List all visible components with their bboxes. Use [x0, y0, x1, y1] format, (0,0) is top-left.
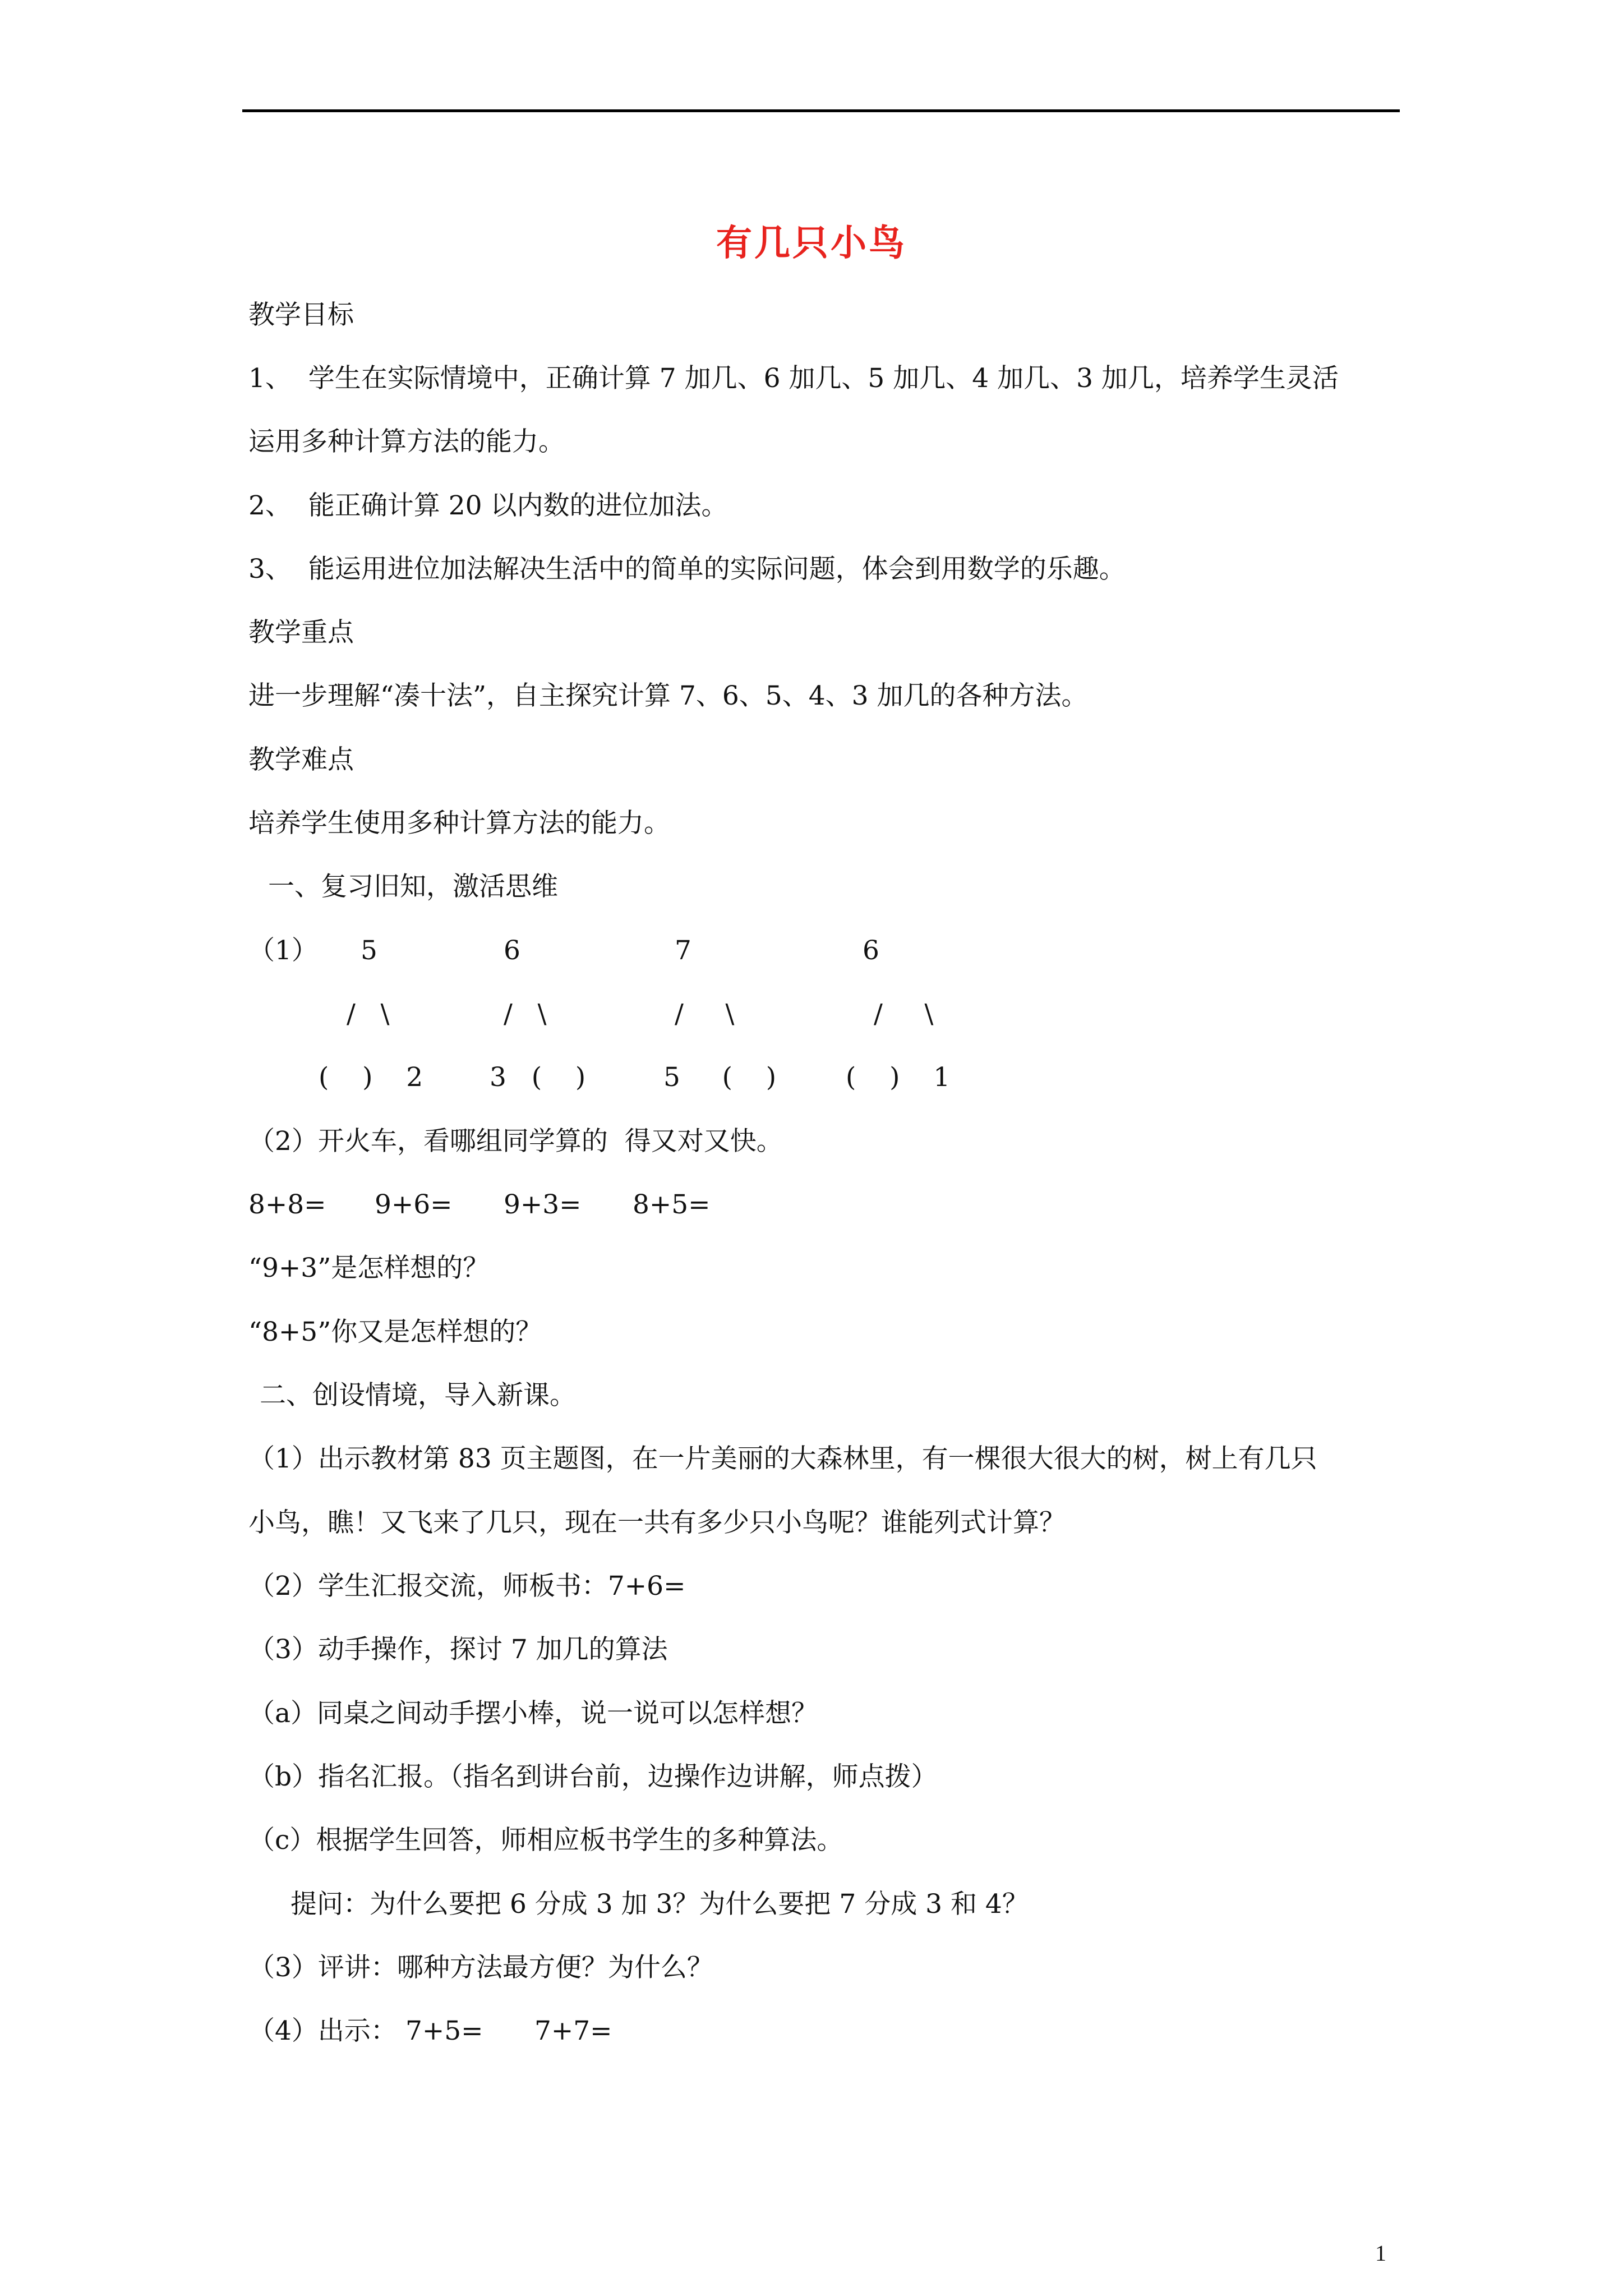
decomposition-top-number: 6 [504, 935, 520, 966]
equation: 8+8= [248, 1189, 326, 1220]
section-2-question: 提问：为什么要把 6 分成 3 加 3？为什么要把 7 分成 3 和 4？ [291, 1889, 1029, 1920]
objective-1-line-2: 运用多种计算方法的能力。 [248, 426, 565, 457]
decomposition-split: / \ [874, 999, 934, 1029]
question-2: “8+5”你又是怎样想的？ [248, 1317, 542, 1347]
header-rule [242, 109, 1400, 112]
objective-3: 3、 能运用进位加法解决生活中的简单的实际问题，体会到用数学的乐趣。 [248, 554, 1126, 585]
equation: 7+7= [534, 2016, 612, 2046]
decomposition-parts: ( ) 2 [319, 1062, 423, 1093]
section-2-item-c: （c）根据学生回答，师相应板书学生的多种算法。 [248, 1825, 843, 1856]
decomposition-parts: ( ) 1 [846, 1062, 951, 1093]
objective-2: 2、 能正确计算 20 以内数的进位加法。 [248, 490, 728, 521]
key-heading: 教学重点 [248, 617, 354, 648]
equation: 8+5= [633, 1189, 711, 1220]
section-2-evaluation: （3）评讲：哪种方法最方便？为什么？ [248, 1952, 713, 1983]
decomposition-split: / \ [504, 999, 547, 1029]
train-instruction: （2）开火车，看哪组同学算的 得又对又快。 [248, 1126, 783, 1157]
section-1-heading: 一、复习旧知，激活思维 [268, 871, 558, 902]
show-label: （4）出示： [248, 2016, 397, 2046]
difficulty-heading: 教学难点 [248, 744, 354, 775]
decomposition-split: / \ [347, 999, 390, 1029]
section-2-item-b: （b）指名汇报。（指名到讲台前，边操作边讲解，师点拨） [248, 1761, 938, 1792]
equation: 9+6= [375, 1189, 453, 1220]
decomposition-parts: 5 ( ) [663, 1062, 777, 1093]
section-2-heading: 二、创设情境，导入新课。 [260, 1380, 576, 1411]
objective-1-line-1: 1、 学生在实际情境中，正确计算 7 加几、6 加几、5 加几、4 加几、3 加几，培养学生灵活 [248, 363, 1339, 394]
key-text: 进一步理解“凑十法”，自主探究计算 7、6、5、4、3 加几的各种方法。 [248, 680, 1088, 711]
decomposition-parts: 3 ( ) [490, 1062, 586, 1093]
decomposition-top-number: 7 [675, 935, 691, 966]
question-1: “9+3”是怎样想的？ [248, 1253, 490, 1283]
page-title: 有几只小鸟 [716, 223, 907, 264]
decomposition-top-number: 5 [361, 935, 377, 966]
equation: 7+5= [405, 2016, 483, 2046]
section-2-paragraph-2: （2）学生汇报交流，师板书：7+6= [248, 1571, 686, 1602]
decomposition-top-number: 6 [863, 935, 879, 966]
decomposition-label: （1） [248, 935, 318, 966]
objectives-heading: 教学目标 [248, 300, 354, 330]
difficulty-text: 培养学生使用多种计算方法的能力。 [248, 808, 670, 839]
section-2-paragraph-1-line-1: （1）出示教材第 83 页主题图，在一片美丽的大森林里，有一棵很大很大的树，树上有几只 [248, 1443, 1317, 1474]
section-2-paragraph-1-line-2: 小鸟，瞧！又飞来了几只，现在一共有多少只小鸟呢？谁能列式计算？ [248, 1507, 1066, 1538]
section-2-item-a: （a）同桌之间动手摆小棒，说一说可以怎样想？ [248, 1698, 818, 1729]
decomposition-split: / \ [675, 999, 735, 1029]
equation: 9+3= [504, 1189, 582, 1220]
section-2-paragraph-3: （3）动手操作，探讨 7 加几的算法 [248, 1634, 668, 1665]
page-number: 1 [1375, 2240, 1386, 2266]
